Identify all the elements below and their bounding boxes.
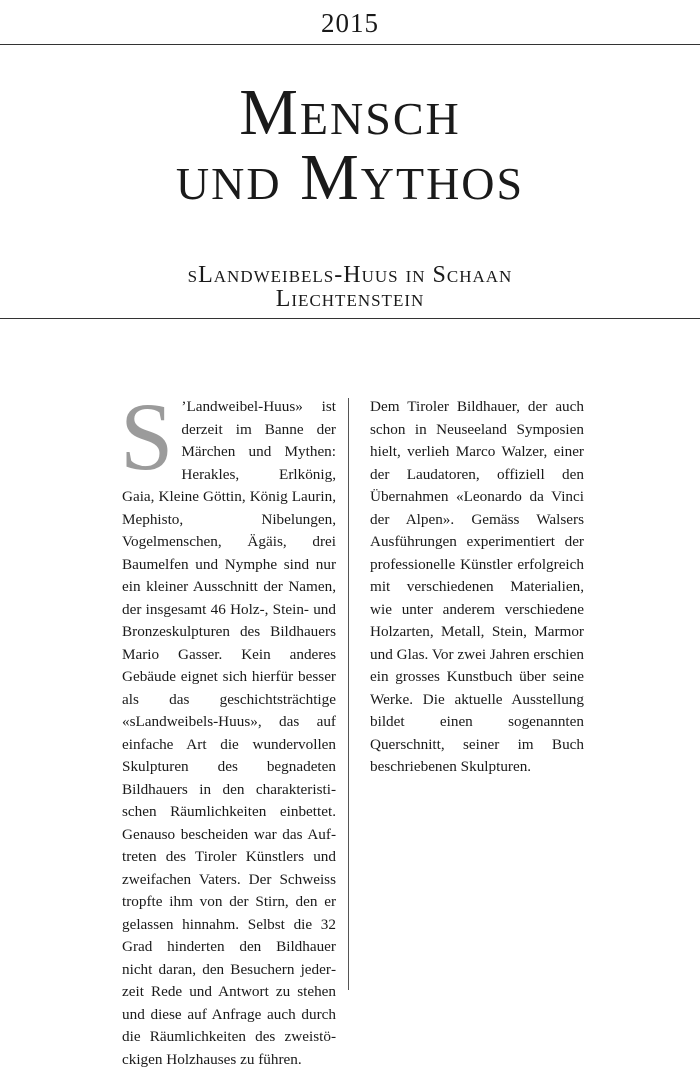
article-text-right: Dem Tiroler Bildhauer, der auch schon in Neuseeland Symposien hielt, verlieh Marco Walzer, einer der Laudatoren, offiziell den Übernahmen «Leonardo da Vinci der Alpen». Gemäss Walsers Ausführungen experimentiert der professionelle Künstler erfolgreich mit verschiedenen Materialien, wie unter anderem verschiedene Holzarten, Metall, Stein, Marmor und Glas. Vor zwei Jahren erschien ein grosses Kunstbuch über seine Werke. Die aktuelle Ausstellung bildet einen sogenannten Querschnitt, seiner im Buch beschriebenen Skulpturen.: [370, 398, 584, 775]
article-column-right: [370, 396, 584, 779]
title-line-2: und Mythos: [175, 141, 525, 214]
subtitle-rule: [0, 318, 700, 319]
subtitle-line-2: Liechtenstein: [275, 286, 425, 312]
column-divider: [348, 398, 349, 990]
page-year: 2015: [321, 8, 379, 38]
subtitle-line-1: sLandweibels-Huus in Schaan: [187, 262, 513, 288]
title-line-1: Mensch: [239, 76, 461, 149]
article-column-left: [120, 383, 336, 1071]
top-rule: [0, 44, 700, 45]
article-text-left: ’Landweibel-Huus» ist derzeit im Banne der Märchen und Mythen: Herakles, Erlkönig, Gaia, Kleine Göttin, König Laurin, Mephisto, Nibelungen, Vogelmenschen, Ägäis, drei Baumelfen und Nymphe sind nur ein kleiner Ausschnitt der Namen, der insgesamt 46 Holz-, Stein- und Bronzeskulpturen des Bildhauers Mario Gasser. Kein anderes Gebäude eignet sich hierfür besser als das geschichtsträchtige «sLandweibels-Huus», das auf einfache Art die wundervollen Skulpturen des begnadeten Bildhauers in den charakteristischen Räumlichkeiten einbettet. Genauso bescheiden war das Auftreten des Tiroler Künstlers und zweifachen Vaters. Der Schweiss tropfte ihm von der Stirn, den er gelassen hinnahm. Selbst die 32 Grad hinderten den Bildhauer nicht daran, den Besuchern jederzeit Rede und Antwort zu stehen und diese auf Anfrage auch durch die Räumlichkeiten des zweistöckigen Holzhauses zu führen.: [122, 398, 336, 1068]
drop-cap: S: [120, 383, 174, 490]
